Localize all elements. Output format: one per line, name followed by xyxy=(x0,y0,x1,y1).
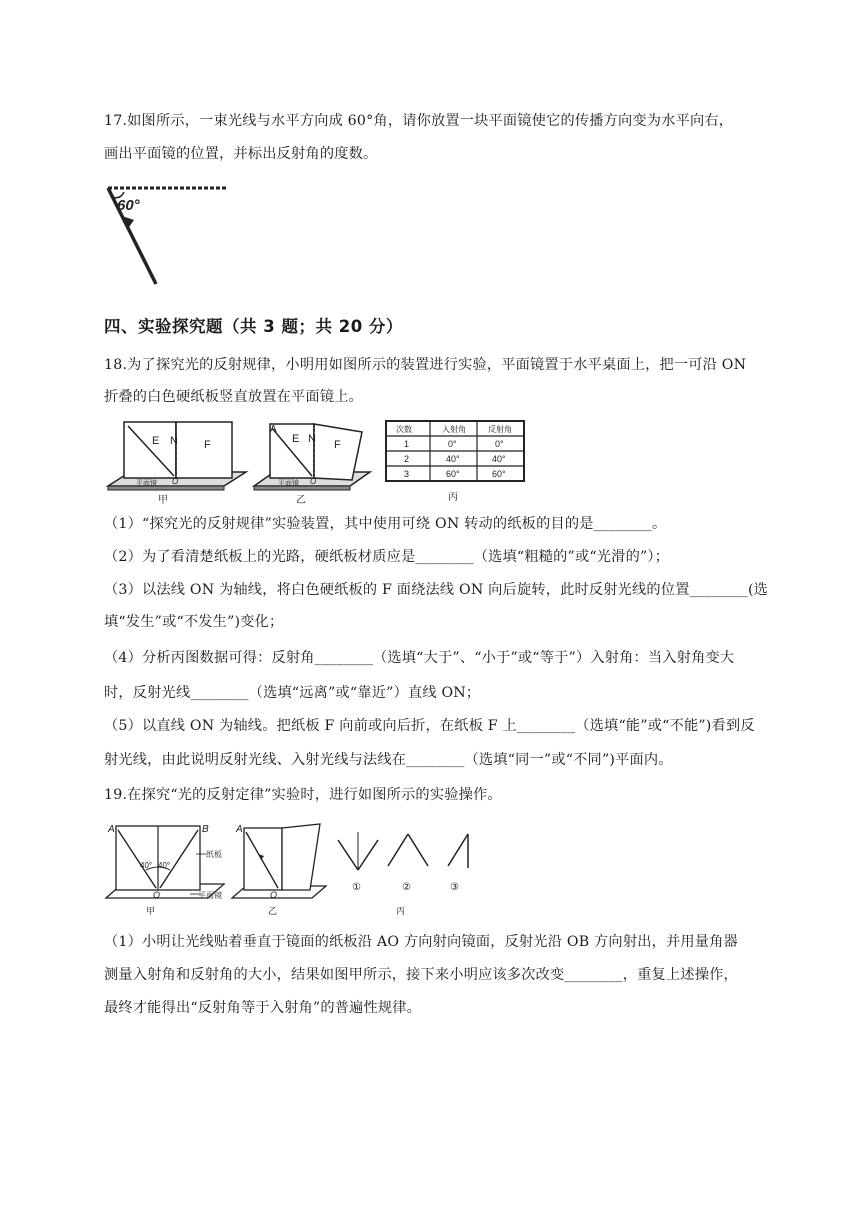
table-header: 入射角 xyxy=(442,425,466,434)
table-cell: 0° xyxy=(448,439,457,449)
table-cell: 1 xyxy=(404,439,410,449)
q18-text-line2: 折叠的白色硬纸板竖直放置在平面镜上。 xyxy=(104,389,363,405)
q18-figure-yi xyxy=(252,418,377,504)
svg-text:O: O xyxy=(172,477,179,486)
q19-text-line1: 19.在探究“光的反射定律”实验时，进行如图所示的实验操作。 xyxy=(104,787,502,803)
svg-text:A: A xyxy=(108,824,115,835)
section-heading: 四、实验探究题（共 3 题；共 20 分） xyxy=(104,317,403,336)
q19-yi-caption: 乙 xyxy=(268,906,278,916)
svg-text:F: F xyxy=(334,439,341,451)
table-cell: 40° xyxy=(492,454,506,464)
q19-sub1-line3: 最终才能得出“反射角等于入射角”的普遍性规律。 xyxy=(104,1000,422,1016)
q17-text-line2: 画出平面镜的位置，并标出反射角的度数。 xyxy=(104,146,378,162)
table-cell: 60° xyxy=(492,469,506,479)
q17-text-line1: 17.如图所示，一束光线与水平方向成 60°角，请你放置一块平面镜使它的传播方向变为水平向右， xyxy=(104,113,734,129)
q19-jia-caption: 甲 xyxy=(146,906,156,916)
table-cell: 2 xyxy=(404,454,410,464)
table-cell: 60° xyxy=(446,469,460,479)
q18-jia-caption: 甲 xyxy=(158,495,168,504)
q18-text-line1: 18.为了探究光的反射规律，小明用如图所示的装置进行实验，平面镜置于水平桌面上，把一可沿 ON xyxy=(104,357,747,373)
svg-text:平面镜: 平面镜 xyxy=(278,480,299,487)
svg-text:O: O xyxy=(310,477,317,486)
svg-text:N: N xyxy=(308,433,316,445)
table-cell: 40° xyxy=(446,454,460,464)
q19-bing-mark-2: ② xyxy=(402,882,411,893)
q18-sub5-line2: 射光线，由此说明反射光线、入射光线与法线在________（选填“同一”或“不同”)平面内。 xyxy=(104,752,673,768)
q19-sub1-line2: 测量入射角和反射角的大小，结果如图甲所示，接下来小明应该多次改变________，重复上述操作， xyxy=(104,967,738,983)
q18-yi-caption: 乙 xyxy=(296,495,306,504)
svg-text:A: A xyxy=(270,424,277,435)
svg-text:F: F xyxy=(204,439,211,451)
svg-text:纸板: 纸板 xyxy=(206,850,222,859)
svg-text:平面镜: 平面镜 xyxy=(198,891,222,900)
q19-figure-jia xyxy=(100,818,230,920)
q19-bing-caption: 丙 xyxy=(396,906,406,916)
svg-text:N: N xyxy=(170,435,178,447)
table-header: 反射角 xyxy=(488,425,512,434)
svg-text:40°: 40° xyxy=(158,861,171,870)
q18-figure-bing-table xyxy=(380,418,530,504)
table-cell: 3 xyxy=(404,469,410,479)
q18-bing-caption: 丙 xyxy=(448,492,458,503)
q18-figure-jia xyxy=(106,418,251,504)
svg-text:B: B xyxy=(202,824,209,835)
table-header: 次数 xyxy=(396,425,412,434)
q18-sub4-line2: 时，反射光线________（选填“远离”或“靠近”）直线 ON； xyxy=(104,685,481,701)
svg-text:O: O xyxy=(270,890,278,900)
table-cell: 0° xyxy=(495,439,504,449)
svg-text:平面镜: 平面镜 xyxy=(136,480,157,487)
q19-sub1-line1: （1）小明让光线贴着垂直于镜面的纸板沿 AO 方向射向镜面，反射光沿 OB 方向射出，并用量角器 xyxy=(104,934,738,950)
svg-text:40°: 40° xyxy=(140,861,153,870)
q19-figure-bing xyxy=(330,818,480,920)
q17-angle-label: 60° xyxy=(117,197,140,214)
q18-sub3-line2: 填“发生”或“不发生”)变化； xyxy=(104,614,284,630)
q18-sub1: （1）“探究光的反射规律”实验装置，其中使用可绕 ON 转动的纸板的目的是________。 xyxy=(104,516,667,532)
q18-sub2: （2）为了看清楚纸板上的光路，硬纸板材质应是________（选填“粗糙的”或“光滑的”）； xyxy=(104,549,670,565)
q18-sub5-line1: （5）以直线 ON 为轴线。把纸板 F 向前或向后折，在纸板 F 上________（选填“能”或“不能”)看到反 xyxy=(104,718,755,734)
svg-text:A: A xyxy=(236,824,243,835)
svg-text:O: O xyxy=(153,890,161,900)
q18-sub3-line1: （3）以法线 ON 为轴线，将白色硬纸板的 F 面绕法线 ON 向后旋转，此时反射光线的位置________(选 xyxy=(104,582,769,598)
q19-bing-mark-1: ① xyxy=(352,882,361,893)
svg-text:E: E xyxy=(292,433,300,445)
q18-sub4-line1: （4）分析丙图数据可得：反射角________（选填“大于”、“小于”或“等于”）入射角：当入射角变大 xyxy=(104,650,735,666)
q19-figure-yi xyxy=(230,818,330,920)
q19-bing-mark-3: ③ xyxy=(450,882,459,893)
q17-figure xyxy=(100,178,240,290)
q19-yi-board-right xyxy=(282,824,320,890)
svg-text:E: E xyxy=(152,435,160,447)
